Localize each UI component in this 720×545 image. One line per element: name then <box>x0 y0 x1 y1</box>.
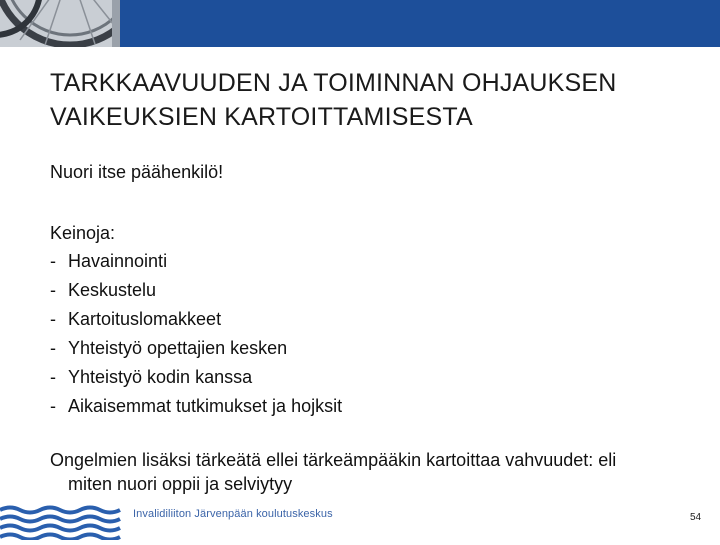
means-section <box>50 219 342 421</box>
list-item-label: Aikaisemmat tutkimukset ja hojksit <box>68 396 343 416</box>
bicycle-wheel-photo-icon <box>0 0 120 47</box>
dash-marker: - <box>50 251 56 271</box>
dash-marker: - <box>50 280 56 300</box>
list-item-label: Keskustelu <box>68 280 157 300</box>
dash-marker: - <box>50 338 56 358</box>
lead-text: Nuori itse päähenkilö! <box>50 162 224 182</box>
dash-marker: - <box>50 367 56 387</box>
list-item <box>50 334 342 363</box>
list-item-label: Yhteistyö kodin kanssa <box>68 367 253 387</box>
list-item <box>50 305 342 334</box>
means-list <box>50 247 342 421</box>
slide-title-line: TARKKAAVUUDEN JA TOIMINNAN OHJAUKSEN <box>50 69 617 97</box>
list-item-label: Havainnointi <box>68 251 168 271</box>
closing-paragraph <box>50 448 690 496</box>
slide-title <box>50 66 700 134</box>
waves-logo-icon <box>0 504 125 540</box>
closing-line: Ongelmien lisäksi tärkeätä ellei tärkeämpääkin kartoittaa vahvuudet: eli <box>50 450 617 470</box>
dash-marker: - <box>50 309 56 329</box>
closing-line: miten nuori oppii ja selviytyy <box>68 474 293 494</box>
slide-title-line: VAIKEUKSIEN KARTOITTAMISESTA <box>50 103 473 131</box>
list-item <box>50 276 342 305</box>
list-item <box>50 392 342 421</box>
dash-marker: - <box>50 396 56 416</box>
means-label: Keinoja: <box>50 223 116 243</box>
list-item <box>50 363 342 392</box>
list-item-label: Kartoituslomakkeet <box>68 309 222 329</box>
list-item-label: Yhteistyö opettajien kesken <box>68 338 288 358</box>
list-item <box>50 247 342 276</box>
footer-organization: Invalidiliiton Järvenpään koulutuskeskus <box>133 508 333 520</box>
page-number: 54 <box>690 512 702 523</box>
